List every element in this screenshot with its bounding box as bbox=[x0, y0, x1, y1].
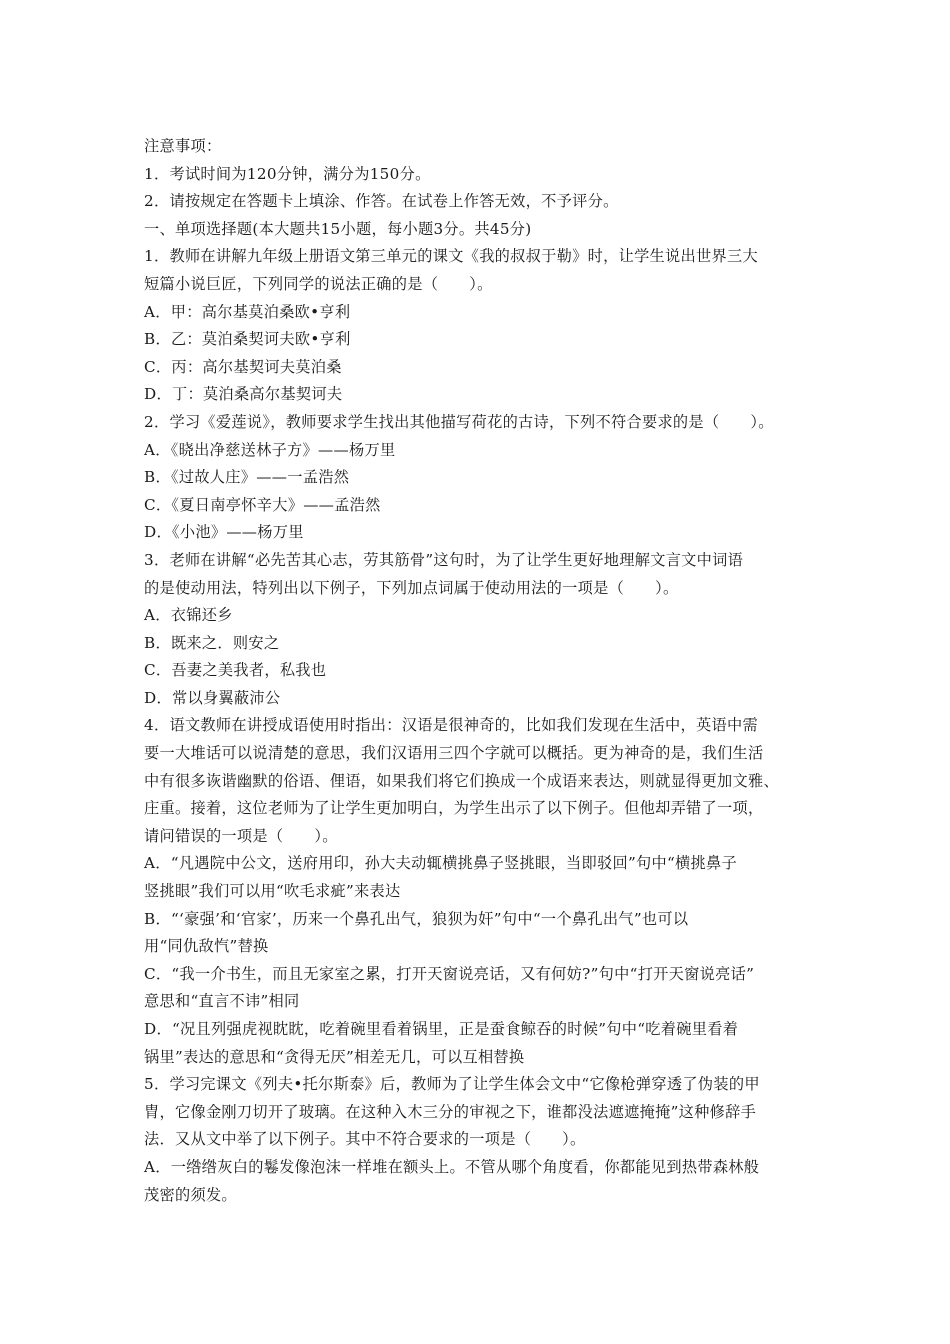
question-4-option-c: 意思和“直言不讳”相同 bbox=[144, 992, 300, 1011]
question-4-stem: 请问错误的一项是（ ）。 bbox=[144, 826, 338, 845]
question-5-stem: 法．又从文中举了以下例子。其中不符合要求的一项是（ ）。 bbox=[144, 1130, 586, 1149]
notice-item: 2．请按规定在答题卡上填涂、作答。在试卷上作答无效，不予评分。 bbox=[144, 192, 619, 211]
question-1-option-c: C．丙：高尔基契诃夫莫泊桑 bbox=[144, 357, 342, 376]
question-4-option-a: A．“凡遇院中公文，送府用印，孙大夫动辄横挑鼻子竖挑眼，当即驳回”句中“横挑鼻子 bbox=[144, 854, 738, 873]
question-5-stem: 胄，它像金刚刀切开了玻璃。在这种入木三分的审视之下，谁都没法遮遮掩掩”这种修辞手 bbox=[144, 1102, 757, 1121]
question-1-option-d: D．丁：莫泊桑高尔基契诃夫 bbox=[144, 385, 343, 404]
question-4-option-d: 锅里”表达的意思和“贪得无厌”相差无几，可以互相替换 bbox=[144, 1047, 525, 1066]
question-1-option-a: A．甲：高尔基莫泊桑欧•亨利 bbox=[144, 302, 351, 321]
question-1-stem: 1．教师在讲解九年级上册语文第三单元的课文《我的叔叔于勒》时，让学生说出世界三大 bbox=[144, 247, 758, 266]
question-4-option-c: C．“我一介书生，而且无家室之累，打开天窗说亮话，又有何妨?”句中“打开天窗说亮话” bbox=[144, 964, 755, 983]
question-5-option-a: A．一绺绺灰白的鬈发像泡沫一样堆在额头上。不管从哪个角度看，你都能见到热带森林般 bbox=[144, 1157, 760, 1176]
question-2-option-d: D．《小池》——杨万里 bbox=[144, 523, 304, 542]
question-4-stem: 中有很多诙谐幽默的俗语、俚语，如果我们将它们换成一个成语来表达，则就显得更加文雅、 bbox=[144, 771, 779, 790]
question-3-stem: 的是使动用法，特列出以下例子，下列加点词属于使动用法的一项是（ ）。 bbox=[144, 578, 679, 597]
question-2-option-b: B．《过故人庄》——一孟浩然 bbox=[144, 468, 350, 487]
exam-page bbox=[144, 133, 814, 1209]
question-3-option-c: C．吾妻之美我者，私我也 bbox=[144, 661, 327, 680]
question-2-option-a: A．《晓出净慈送林子方》——杨万里 bbox=[144, 440, 396, 459]
question-1-stem: 短篇小说巨匠，下列同学的说法正确的是（ ）。 bbox=[144, 274, 493, 293]
question-3-stem: 3．老师在讲解“必先苦其心志，劳其筋骨”这句时，为了让学生更好地理解文言文中词语 bbox=[144, 550, 744, 569]
question-2-stem: 2．学习《爱莲说》，教师要求学生找出其他描写荷花的古诗，下列不符合要求的是（ ）。 bbox=[144, 412, 774, 431]
question-3-option-d: D．常以身翼蔽沛公 bbox=[144, 688, 281, 707]
section-heading: 一、单项选择题(本大题共15小题，每小题3分。共45分) bbox=[144, 219, 532, 238]
question-4-option-a: 竖挑眼”我们可以用“吹毛求疵”来表达 bbox=[144, 882, 401, 901]
question-4-stem: 要一大堆话可以说清楚的意思，我们汉语用三四个字就可以概括。更为神奇的是，我们生活 bbox=[144, 744, 764, 763]
question-4-stem: 4．语文教师在讲授成语使用时指出：汉语是很神奇的，比如我们发现在生活中，英语中需 bbox=[144, 716, 758, 735]
question-4-option-b: B．“‘豪强’和‘官家’，历来一个鼻孔出气，狼狈为奸”句中“一个鼻孔出气”也可以 bbox=[144, 909, 689, 928]
question-4-option-d: D．“况且列强虎视眈眈，吃着碗里看着锅里，正是蚕食鲸吞的时候”句中“吃着碗里看着 bbox=[144, 1020, 739, 1038]
question-1-option-b: B．乙：莫泊桑契诃夫欧•亨利 bbox=[144, 330, 351, 349]
question-4-stem: 庄重。接着，这位老师为了让学生更加明白，为学生出示了以下例子。但他却弄错了一项， bbox=[144, 799, 764, 818]
question-3-option-b: B．既来之．则安之 bbox=[144, 633, 280, 652]
notice-heading: 注意事项： bbox=[144, 137, 222, 155]
question-2-option-c: C．《夏日南亭怀辛大》——孟浩然 bbox=[144, 495, 381, 514]
question-3-option-a: A．衣锦还乡 bbox=[144, 606, 233, 625]
question-4-option-b: 用“同仇敌忾”替换 bbox=[144, 937, 269, 956]
question-5-stem: 5．学习完课文《列夫•托尔斯泰》后，教师为了让学生体会文中“它像枪弹穿透了伪装的甲 bbox=[144, 1075, 760, 1094]
notice-item: 1．考试时间为120分钟，满分为150分。 bbox=[144, 164, 431, 183]
question-5-option-a: 茂密的须发。 bbox=[144, 1185, 237, 1204]
